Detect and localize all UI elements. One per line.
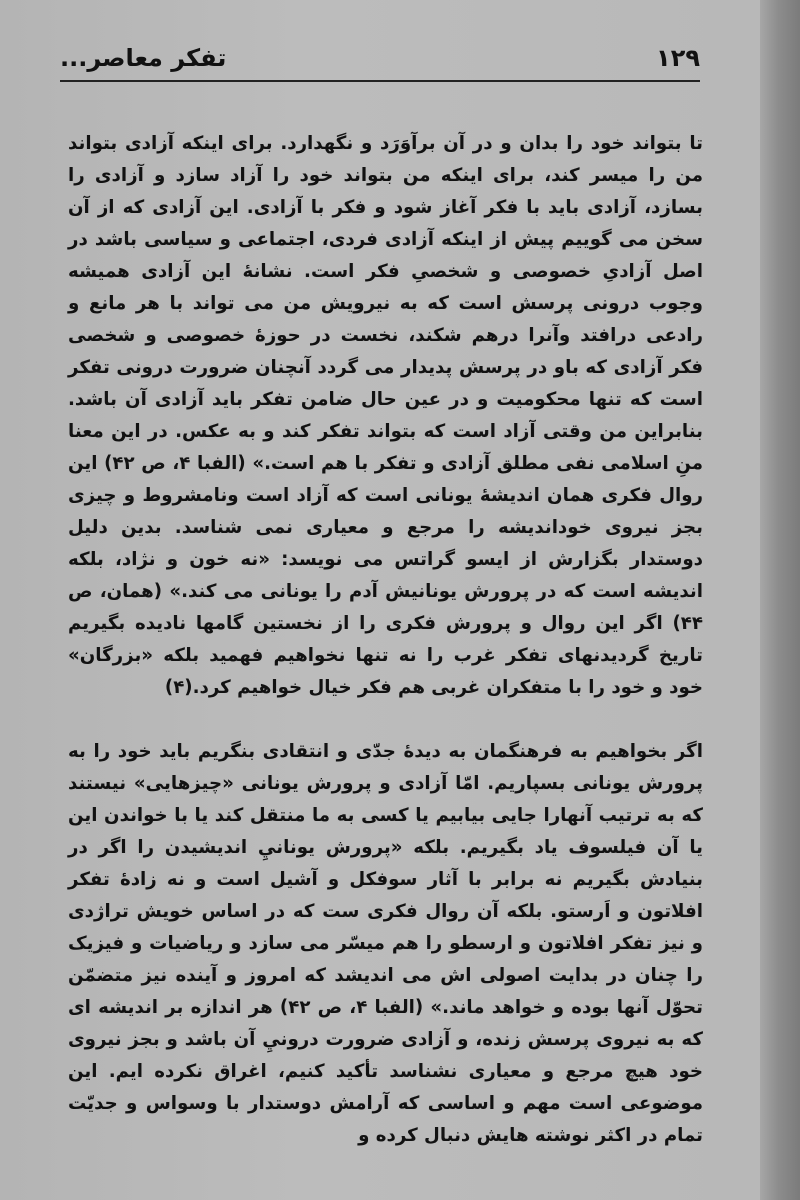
paragraph: تا بتواند خود را بدان و در آن برآوَرَد و نگهدارد. برای اینکه آزادی بتواند من را میسر کند، برای اینکه من بتواند خود را آزاد سازد و آزادی را بسازد، آزادی باید با فکر آغاز شود و فکر با آزادی. این آزادی که از آن سخن می گوییم پیش از اینکه آزادی فردی، اجتماعی و سیاسی باشد در اصل آزادیِ خصوصی و شخصیِ فکر است. نشانهٔ این آزادی همیشه وجوب درونی پرسش است که به نیرویش من می تواند با هر مانع و رادعی درافتد وآنرا درهم شکند، نخست در حوزهٔ خصوصی و شخصی فکر آزادی که باو در پرسش پدیدار می گردد آنچنان ضرورت درونی تفکر است که تنها محکومیت و در عین حال ضامن تفکر باید آزادی آن باشد. بنابراین من وقتی آزاد است که بتواند تفکر کند و به عکس. در این معنا منِ اسلامی نفی مطلق آزادی و تفکر با هم است.» (الفبا ۴، ص ۴۲) این روال فکری همان اندیشهٔ یونانی است که آزاد است ونامشروط و چیزی بجز نیروی خوداندیشه را مرجع و معیاری نمی شناسد. بدین دلیل دوستدار بگزارش از ایسو گراتس می نویسد: «نه خون و نژاد، بلکه اندیشه است که در پرورش یونانیش آدم را یونانی می کند.» (همان، ص ۴۴) اگر این روال و پرورش فکری را از نخستین گامها نادیده بگیریم تاریخ گردیدنهای تفکر غرب را نه تنها نخواهیم فهمید بلکه «بزرگان» خود و خود را با متفکران غربی هم فکر خیال خواهیم کرد.(۴) (68, 133, 704, 698)
page-header (60, 44, 700, 84)
paragraph: اگر بخواهیم به فرهنگمان به دیدهٔ جدّی و انتقادی بنگریم باید خود را به پرورش یونانی بسپاریم. امّا آزادی و پرورش یونانی «چیزهایی» نیستند که به ترتیب آنهارا جایی بیابیم یا کسی به ما منتقل کند یا با خواندن این یا آن فیلسوف یاد بگیریم. بلکه «پرورش یونانيِ اندیشیدن را اگر در بنیادش بگیریم نه برابر با آثار سوفکل و آشیل است و نه زادهٔ تفکر افلاتون و اَرستو. بلکه آن روال فکری ست که در اساس خویش تراژدی و نیز تفکر افلاتون و ارسطو را هم میسّر می سازد و ریاضیات و فیزیک را چنان در بدایت اصولی اش می اندیشد که امروز و آینده نیز متضمّن تحوّل آنها بوده و خواهد ماند.» (الفبا ۴، ص ۴۲) هر اندازه بر اندیشه ای که به نیروی پرسش زنده، و آزادی ضرورت درونيِ آن باشد و بجز نیروی خود هیچ مرجع و معیاری نشناسد تأکید کنیم، اغراق نکرده ایم. این موضوعی است مهم و اساسی که آرامش دوستدار با وسواس و جدیّت تمام در اکثر نوشته هایش دنبال کرده و (68, 741, 703, 1146)
page-gutter-shadow (760, 0, 800, 1200)
body-text (68, 128, 703, 1152)
page-number: ۱۲۹ (656, 44, 700, 72)
header-rule (60, 80, 700, 82)
running-title: تفکر معاصر... (60, 44, 227, 72)
